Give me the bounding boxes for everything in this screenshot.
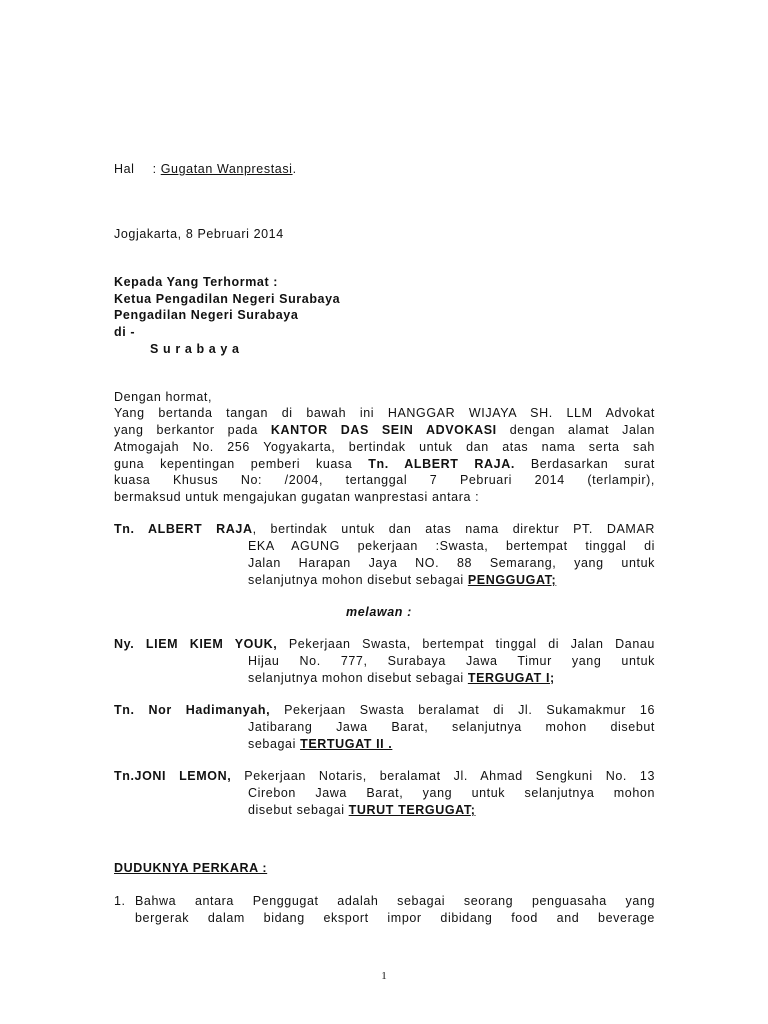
defendant2-line-3: sebagai TERTUGAT II . bbox=[248, 737, 393, 751]
opening-line-1: Yang bertanda tangan di bawah ini HANGGAR WIJAYA SH. LLM Advokat bbox=[114, 406, 655, 420]
subject-colon: : bbox=[152, 162, 157, 176]
subject-dot: . bbox=[292, 162, 297, 176]
section-title: DUDUKNYA PERKARA : bbox=[114, 861, 268, 875]
codefendant-line-3: disebut sebagai TURUT TERGUGAT; bbox=[248, 803, 476, 817]
recipient-salutation: Kepada Yang Terhormat : bbox=[114, 275, 279, 289]
opening-line-3: Atmogajah No. 256 Yogyakarta, bertindak untuk dan atas nama serta sah bbox=[114, 440, 655, 454]
subject-line bbox=[114, 161, 297, 178]
versus-label: melawan : bbox=[346, 605, 412, 619]
plaintiff-line-3: Jalan Harapan Jaya NO. 88 Semarang, yang untuk bbox=[248, 556, 655, 570]
letter-date: Jogjakarta, 8 Pebruari 2014 bbox=[114, 227, 284, 241]
recipient-title: Ketua Pengadilan Negeri Surabaya bbox=[114, 292, 341, 306]
plaintiff-line-4: selanjutnya mohon disebut sebagai PENGGUGAT; bbox=[248, 573, 557, 587]
defendant1-name: Ny. LIEM KIEM YOUK, bbox=[114, 637, 278, 651]
defendant2-line-2: Jatibarang Jawa Barat, selanjutnya mohon disebut bbox=[248, 720, 655, 734]
item1-line-1: Bahwa antara Penggugat adalah sebagai seorang penguasaha yang bbox=[135, 894, 655, 908]
client-name: Tn. ALBERT RAJA. bbox=[368, 457, 515, 471]
plaintiff-role: PENGGUGAT bbox=[467, 573, 552, 587]
item1-line-2: bergerak dalam bidang eksport impor dibidang food and beverage bbox=[135, 911, 655, 925]
codefendant-line-2: Cirebon Jawa Barat, yang untuk selanjutnya mohon bbox=[248, 786, 655, 800]
codefendant-line-1: Tn.JONI LEMON, Pekerjaan Notaris, beralamat Jl. Ahmad Sengkuni No. 13 bbox=[114, 769, 656, 783]
codefendant-name: Tn.JONI LEMON, bbox=[114, 769, 232, 783]
recipient-city: S u r a b a y a bbox=[150, 342, 240, 356]
opening-line-5: kuasa Khusus No: /2004, tertanggal 7 Pebruari 2014 (terlampir), bbox=[114, 473, 655, 487]
defendant1-line-2: Hijau No. 777, Surabaya Jawa Timur yang untuk bbox=[248, 654, 655, 668]
opening-line-4: guna kepentingan pemberi kuasa Tn. ALBERT RAJA. Berdasarkan surat bbox=[114, 457, 656, 471]
defendant1-role: TERGUGAT I bbox=[467, 671, 551, 685]
defendant2-role: TERTUGAT II . bbox=[300, 737, 393, 751]
defendant1-line-1: Ny. LIEM KIEM YOUK, Pekerjaan Swasta, bertempat tinggal di Jalan Danau bbox=[114, 637, 655, 651]
subject-text: Gugatan Wanprestasi bbox=[160, 162, 293, 176]
defendant2-line-1: Tn. Nor Hadimanyah, Pekerjaan Swasta beralamat di Jl. Sukamakmur 16 bbox=[114, 703, 656, 717]
greeting: Dengan hormat, bbox=[114, 390, 213, 404]
opening-line-6: bermaksud untuk mengajukan gugatan wanprestasi antara : bbox=[114, 490, 480, 504]
recipient-di: di - bbox=[114, 325, 136, 339]
item1-number: 1. bbox=[114, 894, 126, 908]
plaintiff-line-2: EKA AGUNG pekerjaan :Swasta, bertempat tinggal di bbox=[248, 539, 655, 553]
recipient-court: Pengadilan Negeri Surabaya bbox=[114, 308, 299, 322]
plaintiff-name: Tn. ALBERT RAJA bbox=[114, 522, 253, 536]
subject-label: Hal bbox=[114, 162, 135, 176]
plaintiff-line-1: Tn. ALBERT RAJA, bertindak untuk dan atas nama direktur PT. DAMAR bbox=[114, 522, 656, 536]
codefendant-role: TURUT TERGUGAT bbox=[348, 803, 471, 817]
defendant2-name: Tn. Nor Hadimanyah, bbox=[114, 703, 271, 717]
defendant1-line-3: selanjutnya mohon disebut sebagai TERGUGAT I; bbox=[248, 671, 555, 685]
law-firm-name: KANTOR DAS SEIN ADVOKASI bbox=[270, 423, 497, 437]
opening-line-2: yang berkantor pada KANTOR DAS SEIN ADVOKASI dengan alamat Jalan bbox=[114, 423, 655, 437]
page-number: 1 bbox=[381, 970, 387, 982]
